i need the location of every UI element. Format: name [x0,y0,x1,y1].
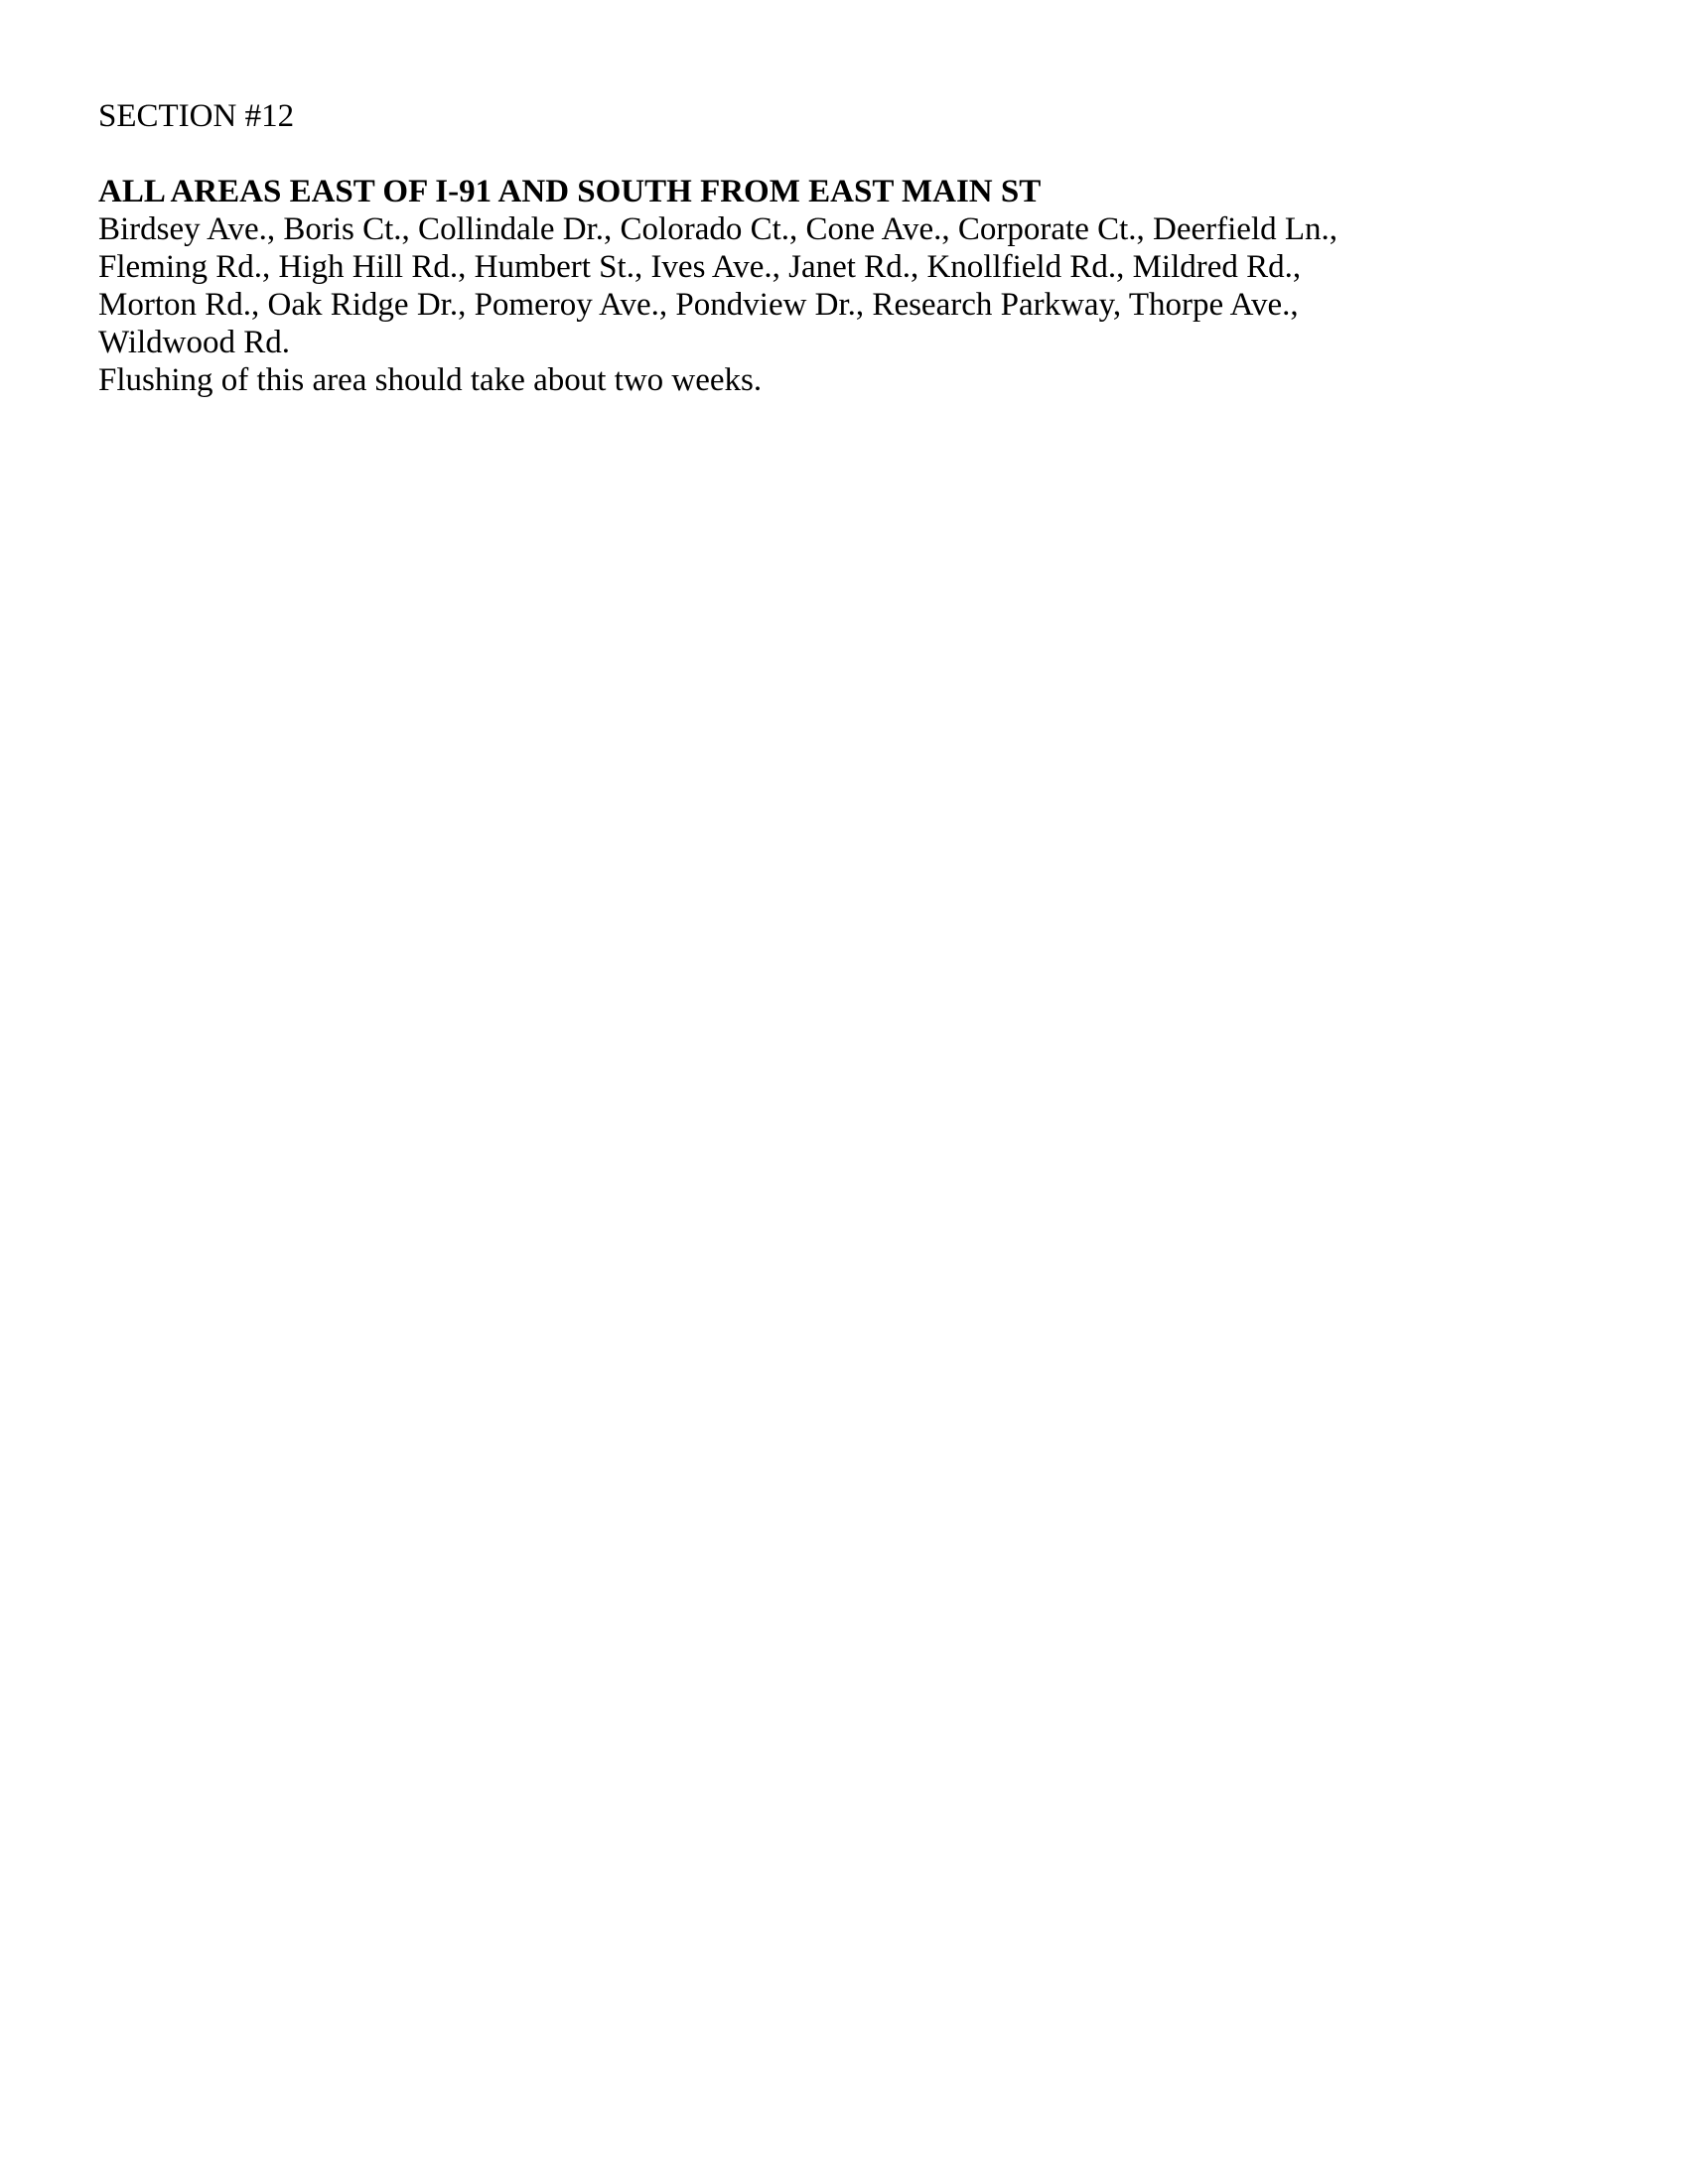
street-list-line: Morton Rd., Oak Ridge Dr., Pomeroy Ave., Pondview Dr., Research Parkway, Thorpe Ave., [98,287,1299,323]
blank-line [98,135,1508,173]
street-list [98,210,1508,361]
section-heading: SECTION #12 [98,98,295,134]
street-list-line: Fleming Rd., High Hill Rd., Humbert St., Ives Ave., Janet Rd., Knollfield Rd., Mildred Rd., [98,249,1302,285]
street-list-line: Wildwood Rd. [98,325,291,360]
area-title: ALL AREAS EAST OF I-91 AND SOUTH FROM EAST MAIN ST [98,174,1042,209]
document-body [98,97,1508,399]
street-list-line: Birdsey Ave., Boris Ct., Collindale Dr., Colorado Ct., Cone Ave., Corporate Ct., Deerfield Ln., [98,211,1338,247]
flushing-duration-note: Flushing of this area should take about two weeks. [98,362,763,398]
